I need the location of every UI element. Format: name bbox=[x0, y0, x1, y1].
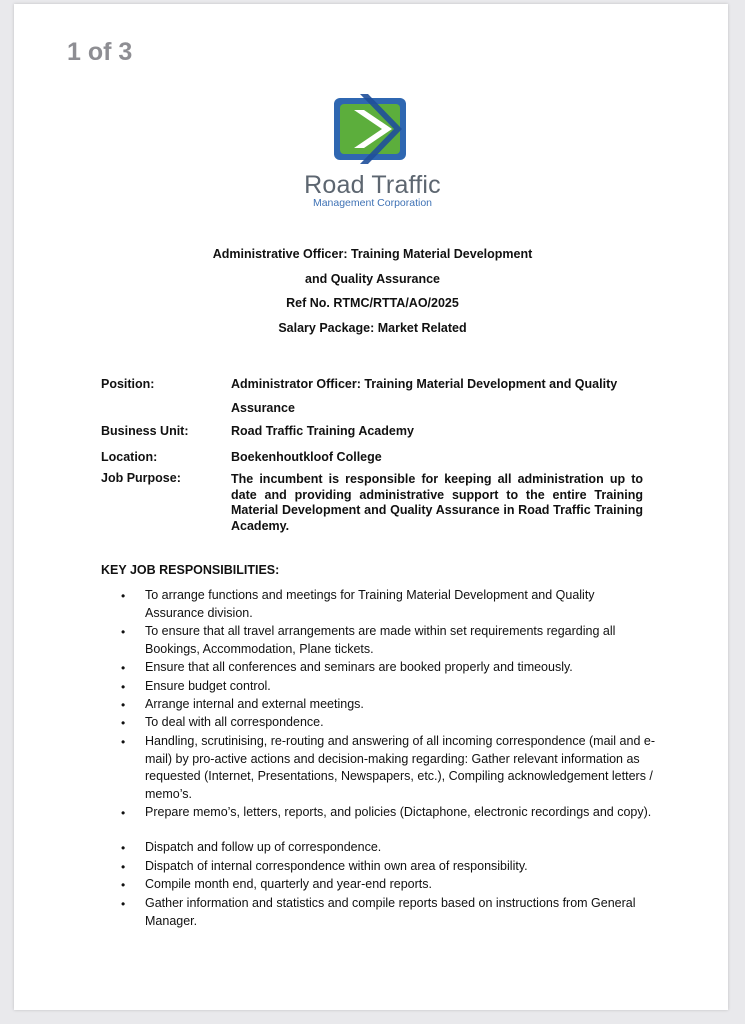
list-item: Dispatch and follow up of correspondence. bbox=[145, 840, 382, 854]
job-purpose-value: The incumbent is responsible for keeping all administration up to date and providing administrative support to the entire Training Material Development and Quality Assurance in Road Traffic Training Academy. bbox=[231, 472, 643, 533]
logo-subtitle: Management Corporation bbox=[312, 197, 433, 209]
list-item: Ensure budget control. bbox=[145, 679, 271, 693]
location-label: Location: bbox=[101, 450, 158, 464]
bullet-icon: • bbox=[121, 735, 126, 749]
bullet-icon: • bbox=[121, 698, 126, 712]
job-title-line-1: Administrative Officer: Training Material Development bbox=[212, 247, 533, 261]
bullet-icon: • bbox=[121, 841, 126, 855]
salary-package: Salary Package: Market Related bbox=[278, 321, 467, 335]
list-item: Handling, scrutinising, re-routing and answering of all incoming correspondence (mail and e-mail) by pro-active actions and decision-making regarding: Gather relevant information as requested (Internet, Presentations, Newspapers, etc.), Compiling acknowledgement letters / memo’s. bbox=[145, 734, 655, 801]
list-item: Gather information and statistics and compile reports based on instructions from General Manager. bbox=[145, 896, 636, 928]
position-value-line-1: Administrator Officer: Training Material Development and Quality bbox=[231, 377, 618, 391]
reference-number: Ref No. RTMC/RTTA/AO/2025 bbox=[286, 296, 459, 310]
position-value-line-2: Assurance bbox=[231, 401, 295, 415]
bullet-icon: • bbox=[121, 897, 126, 911]
list-item: Ensure that all conferences and seminars are booked properly and timeously. bbox=[145, 660, 573, 674]
bullet-icon: • bbox=[121, 625, 126, 639]
bullet-icon: • bbox=[121, 860, 126, 874]
list-item: Dispatch of internal correspondence within own area of responsibility. bbox=[145, 859, 528, 873]
logo-arrow-icon bbox=[332, 92, 412, 167]
list-item: To deal with all correspondence. bbox=[145, 715, 324, 729]
logo-name: Road Traffic bbox=[304, 171, 441, 199]
company-logo bbox=[290, 92, 460, 212]
bullet-icon: • bbox=[121, 878, 126, 892]
responsibilities-heading: KEY JOB RESPONSIBILITIES: bbox=[101, 563, 280, 577]
list-item: Arrange internal and external meetings. bbox=[145, 697, 364, 711]
business-unit-label: Business Unit: bbox=[101, 424, 189, 438]
bullet-icon: • bbox=[121, 680, 126, 694]
bullet-icon: • bbox=[121, 716, 126, 730]
job-purpose-label: Job Purpose: bbox=[101, 471, 181, 485]
job-title-line-2: and Quality Assurance bbox=[305, 272, 440, 286]
list-item: To arrange functions and meetings for Training Material Development and Quality Assurance division. bbox=[145, 588, 595, 620]
position-label: Position: bbox=[101, 377, 155, 391]
bullet-icon: • bbox=[121, 661, 126, 675]
list-item: Compile month end, quarterly and year-end reports. bbox=[145, 877, 432, 891]
bullet-icon: • bbox=[121, 589, 126, 603]
list-item: To ensure that all travel arrangements are made within set requirements regarding all Bookings, Accommodation, Plane tickets. bbox=[145, 624, 616, 656]
location-value: Boekenhoutkloof College bbox=[231, 450, 382, 464]
list-item: Prepare memo’s, letters, reports, and policies (Dictaphone, electronic recordings and copy). bbox=[145, 805, 652, 819]
bullet-icon: • bbox=[121, 806, 126, 820]
page-indicator: 1 of 3 bbox=[67, 38, 133, 66]
business-unit-value: Road Traffic Training Academy bbox=[231, 424, 414, 438]
